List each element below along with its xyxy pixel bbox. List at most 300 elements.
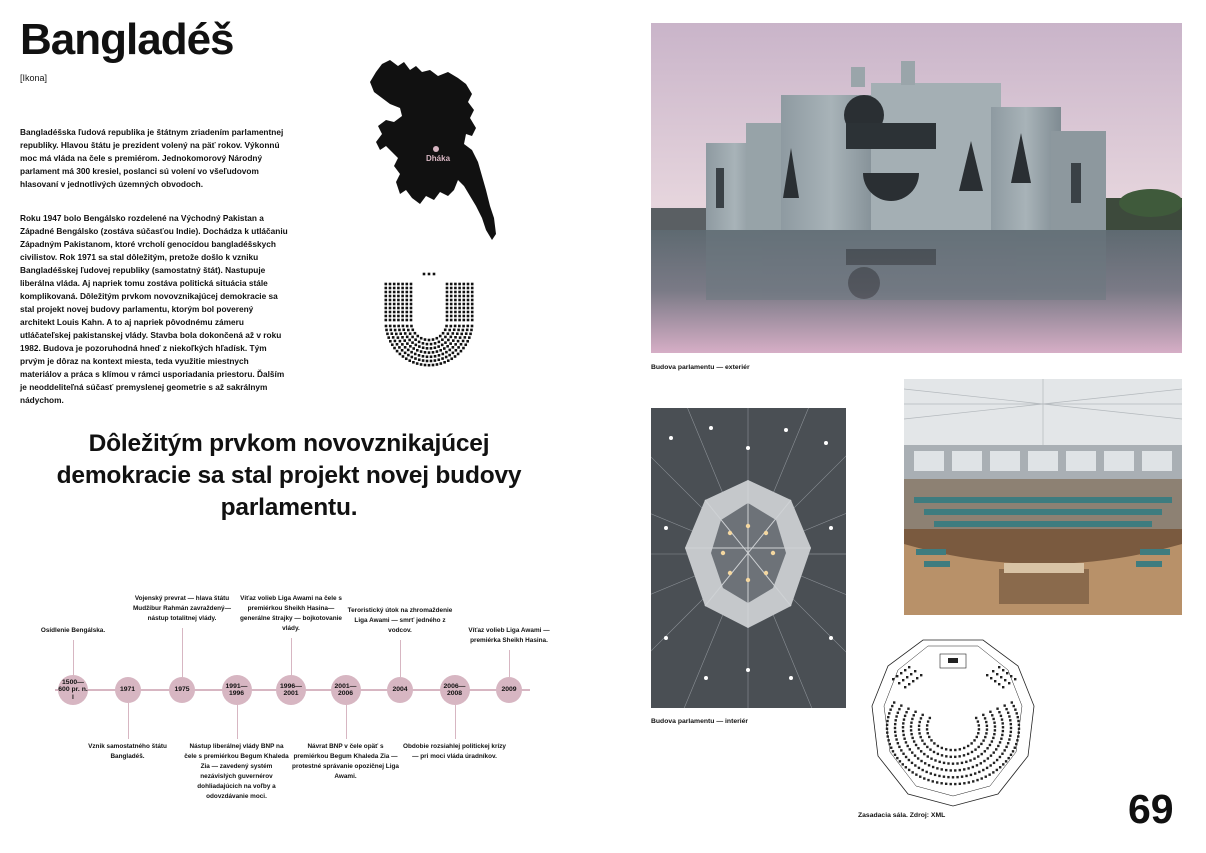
plan-seat: [954, 769, 956, 771]
seat-dot: [466, 325, 469, 328]
plan-seat: [923, 753, 925, 755]
seat-dot: [396, 350, 399, 353]
seat-dot: [389, 299, 392, 302]
seat-dot: [437, 358, 440, 361]
speaker-seat: [433, 273, 436, 276]
plan-seat: [887, 739, 889, 741]
plan-seat: [1003, 749, 1005, 751]
plan-seat: [1010, 754, 1012, 756]
seat-dot: [408, 359, 411, 362]
dhaka-marker: [433, 146, 439, 152]
seat-dot: [406, 287, 409, 290]
plan-seat: [896, 757, 898, 759]
plan-seat: [989, 764, 991, 766]
plan-seat: [929, 748, 931, 750]
plan-seat: [908, 683, 910, 685]
seat-dot: [450, 357, 453, 360]
seat-dot: [458, 315, 461, 318]
seat-dot: [462, 347, 465, 350]
seat-dot: [420, 363, 423, 366]
seat-dot: [464, 336, 467, 339]
timeline-event-text: Víťaz volieb Liga Awami na čele s premiérkou Sheikh Hasina— generálne štrajky — bojkotovanie vlády.: [240, 595, 342, 632]
seat-dot: [411, 341, 414, 344]
plan-seat: [936, 767, 938, 769]
plan-seat: [1005, 760, 1007, 762]
plan-seat: [927, 779, 929, 781]
plan-seat: [1009, 735, 1011, 737]
plan-seat: [972, 780, 974, 782]
seat-dot: [402, 355, 405, 358]
seat-dot: [428, 339, 431, 342]
seat-dot: [385, 319, 388, 322]
plan-seat: [986, 728, 988, 730]
seat-dot: [410, 307, 413, 310]
seat-dot: [450, 283, 453, 286]
seat-dot: [430, 355, 433, 358]
seat-dot: [393, 307, 396, 310]
seat-dot: [457, 353, 460, 356]
seat-dot: [458, 283, 461, 286]
seat-dot: [393, 287, 396, 290]
plan-seat: [907, 708, 909, 710]
seat-dot: [397, 295, 400, 298]
seat-dot: [412, 361, 415, 364]
plan-seat: [956, 762, 958, 764]
speaker-seat: [423, 273, 426, 276]
plan-seat: [933, 751, 935, 753]
plan-seat: [908, 666, 910, 668]
seat-dot: [471, 283, 474, 286]
plan-seat: [917, 747, 919, 749]
plan-seat: [906, 745, 908, 747]
plan-seat: [905, 766, 907, 768]
seat-dot: [426, 355, 429, 358]
plan-seat: [1007, 712, 1009, 714]
plan-seat: [1005, 746, 1007, 748]
plan-seat: [929, 717, 931, 719]
seat-dot: [439, 349, 442, 352]
plan-seat: [902, 679, 904, 681]
plan-seat: [982, 739, 984, 741]
seat-dot: [410, 299, 413, 302]
seat-dot: [385, 303, 388, 306]
seat-dot: [411, 336, 414, 339]
plan-seat: [967, 767, 969, 769]
plan-seat: [912, 680, 914, 682]
plan-seat: [1018, 728, 1020, 730]
plan-seat: [904, 686, 906, 688]
plan-seat: [985, 776, 987, 778]
plan-seat: [952, 776, 954, 778]
seat-dot: [418, 345, 421, 348]
seat-dot: [446, 303, 449, 306]
plan-seat: [941, 754, 943, 756]
plan-seat: [978, 728, 980, 730]
plan-seat: [1002, 726, 1004, 728]
seat-dot: [389, 283, 392, 286]
seat-dot: [385, 315, 388, 318]
plan-seat: [1014, 747, 1016, 749]
plan-seat: [1000, 676, 1002, 678]
plan-seat: [998, 666, 1000, 668]
plan-seat: [934, 759, 936, 761]
plan-seat: [963, 782, 965, 784]
plan-seat: [1011, 701, 1013, 703]
plan-seat: [987, 757, 989, 759]
plan-seat: [992, 670, 994, 672]
seat-dot: [401, 287, 404, 290]
seat-dot: [394, 340, 397, 343]
seat-dot: [467, 307, 470, 310]
seat-dot: [464, 343, 467, 346]
plan-seat: [895, 735, 897, 737]
seat-dot: [448, 329, 451, 332]
plan-seat: [889, 743, 891, 745]
seat-dot: [471, 295, 474, 298]
plan-seat: [978, 771, 980, 773]
plan-seat: [927, 732, 929, 734]
seat-dot: [454, 319, 457, 322]
seat-dot: [402, 328, 405, 331]
seat-dot: [446, 315, 449, 318]
seat-dot: [460, 343, 463, 346]
seat-dot: [463, 291, 466, 294]
plan-seat: [927, 720, 929, 722]
plan-seat: [996, 673, 998, 675]
plan-seat: [940, 782, 942, 784]
plan-seat: [892, 750, 894, 752]
plan-seat: [982, 714, 984, 716]
seat-dot: [401, 319, 404, 322]
seat-dot: [428, 351, 431, 354]
seat-dot: [454, 307, 457, 310]
seat-dot: [393, 347, 396, 350]
seat-dot: [450, 291, 453, 294]
plan-seat: [911, 762, 913, 764]
plan-seat: [913, 714, 915, 716]
plan-seat: [1002, 722, 1004, 724]
plan-seat: [938, 775, 940, 777]
seat-dot: [447, 359, 450, 362]
seat-dot: [454, 311, 457, 314]
timeline-connector: [182, 628, 183, 677]
plan-seat: [1018, 724, 1020, 726]
seat-dot: [450, 336, 453, 339]
seat-dot: [393, 311, 396, 314]
seat-dot: [463, 319, 466, 322]
plan-seat: [986, 767, 988, 769]
interior-caption: Budova parlamentu — interiér: [651, 718, 749, 725]
seat-dot: [471, 287, 474, 290]
seat-dot: [405, 357, 408, 360]
plan-seat: [910, 733, 912, 735]
seat-dot: [410, 351, 413, 354]
seat-dot: [393, 291, 396, 294]
seat-dot: [410, 303, 413, 306]
plan-seat: [1015, 743, 1017, 745]
plan-seat: [996, 769, 998, 771]
seat-dot: [385, 299, 388, 302]
plan-seat: [970, 742, 972, 744]
seat-dot: [385, 295, 388, 298]
seat-dot: [397, 315, 400, 318]
plan-seat: [904, 669, 906, 671]
plan-seat: [945, 783, 947, 785]
plan-seat: [910, 673, 912, 675]
plan-seat: [947, 776, 949, 778]
seat-dot: [458, 287, 461, 290]
plan-seat: [922, 714, 924, 716]
seat-dot: [389, 319, 392, 322]
seat-dot: [450, 303, 453, 306]
seat-dot: [422, 359, 425, 362]
plan-seat: [1010, 727, 1012, 729]
seat-dot: [406, 299, 409, 302]
seat-dot: [451, 332, 454, 335]
seat-dot: [410, 287, 413, 290]
seat-dot: [446, 291, 449, 294]
seat-dot: [385, 287, 388, 290]
seat-dot: [440, 362, 443, 365]
seat-dot: [406, 342, 409, 345]
seat-dot: [432, 351, 435, 354]
seat-dot: [471, 299, 474, 302]
plan-seat: [904, 715, 906, 717]
chamber-floor-plan: [868, 636, 1038, 808]
seat-dot: [407, 349, 410, 352]
seat-dot: [458, 325, 461, 328]
seat-dot: [441, 357, 444, 360]
seat-dot: [452, 339, 455, 342]
plan-seat: [902, 726, 904, 728]
plan-seat: [900, 672, 902, 674]
timeline-connector: [455, 703, 456, 739]
plan-seat: [985, 721, 987, 723]
plan-seat: [900, 704, 902, 706]
plan-seat: [911, 718, 913, 720]
seat-dot: [389, 315, 392, 318]
seat-dot: [406, 295, 409, 298]
seat-dot: [467, 287, 470, 290]
timeline-event-text: Návrat BNP v čele opäť s premiérkou Begum Khaleda Zia — protestné správanie opozičnej Liga Awami.: [292, 743, 399, 780]
plan-seat: [932, 766, 934, 768]
seat-dot: [468, 336, 471, 339]
plan-seat: [888, 712, 890, 714]
timeline-connector: [291, 638, 292, 677]
seat-dot: [426, 360, 429, 363]
plan-seat: [952, 763, 954, 765]
seat-dot: [430, 343, 433, 346]
timeline-connector: [346, 703, 347, 739]
seat-dot: [463, 283, 466, 286]
timeline-event-text: Víťaz volieb Liga Awami — premiérka Sheikh Hasina.: [468, 627, 550, 644]
plan-seat: [921, 769, 923, 771]
seat-dot: [470, 329, 473, 332]
plan-seat: [919, 776, 921, 778]
plan-seat: [996, 759, 998, 761]
seat-dot: [406, 311, 409, 314]
plan-seat: [902, 734, 904, 736]
seat-dot: [410, 283, 413, 286]
page-subtitle: [Ikona]: [20, 73, 48, 83]
plan-seat: [903, 738, 905, 740]
seat-dot: [397, 287, 400, 290]
seat-dot: [467, 311, 470, 314]
seat-dot: [454, 287, 457, 290]
seat-dot: [404, 346, 407, 349]
seat-dot: [414, 338, 417, 341]
plan-seat: [920, 760, 922, 762]
plan-seat: [993, 722, 995, 724]
plan-seat: [913, 740, 915, 742]
seat-dot: [409, 332, 412, 335]
seat-dot: [424, 338, 427, 341]
seat-dot: [441, 353, 444, 356]
timeline-connector: [73, 640, 74, 677]
seat-dot: [458, 311, 461, 314]
seat-dot: [465, 332, 468, 335]
seat-dot: [426, 347, 429, 350]
seat-dot: [418, 341, 421, 344]
plan-seat: [886, 724, 888, 726]
plan-seat: [991, 714, 993, 716]
seat-dot: [420, 337, 423, 340]
plan-seat: [992, 737, 994, 739]
plan-seat: [959, 769, 961, 771]
seat-dot: [407, 354, 410, 357]
seat-dot: [407, 329, 410, 332]
plan-seat: [1002, 669, 1004, 671]
plan-seat: [993, 751, 995, 753]
plan-seat: [915, 744, 917, 746]
parliament-chamber-photo: [904, 379, 1182, 615]
plan-seat: [992, 718, 994, 720]
plan-seat: [886, 728, 888, 730]
seat-dot: [471, 319, 474, 322]
seat-dot: [401, 295, 404, 298]
seat-dot: [410, 311, 413, 314]
seat-dot: [454, 325, 457, 328]
seat-dot: [450, 315, 453, 318]
plan-seat: [1008, 682, 1010, 684]
seat-dot: [411, 329, 414, 332]
plan-seat: [906, 676, 908, 678]
seat-dot: [454, 283, 457, 286]
plan-seat: [950, 783, 952, 785]
page-number: 69: [1128, 786, 1174, 832]
seat-dot: [406, 315, 409, 318]
plan-seat: [1012, 750, 1014, 752]
plan-seat: [992, 771, 994, 773]
seat-dot: [416, 349, 419, 352]
plan-seat: [934, 774, 936, 776]
plan-seat: [999, 766, 1001, 768]
plan-seat: [1001, 734, 1003, 736]
seat-dot: [463, 299, 466, 302]
plan-seat: [908, 759, 910, 761]
seat-dot: [463, 311, 466, 314]
seat-dot: [385, 329, 388, 332]
seat-dot: [447, 339, 450, 342]
plan-seat: [1006, 672, 1008, 674]
plan-seat: [1016, 739, 1018, 741]
seat-dot: [454, 355, 457, 358]
seat-dot: [414, 353, 417, 356]
seat-dot: [446, 307, 449, 310]
plan-seat: [993, 762, 995, 764]
seat-dot: [467, 315, 470, 318]
plan-seat: [911, 737, 913, 739]
plan-seat: [950, 769, 952, 771]
seat-dot: [438, 341, 441, 344]
seat-dot: [441, 344, 444, 347]
plan-seat: [984, 750, 986, 752]
seat-dot: [442, 332, 445, 335]
plan-seat: [918, 732, 920, 734]
plan-seat: [928, 764, 930, 766]
timeline-connector: [400, 640, 401, 677]
plan-seat: [910, 729, 912, 731]
seat-dot: [389, 329, 392, 332]
plan-seat: [969, 759, 971, 761]
seat-dot: [446, 319, 449, 322]
timeline-event-text: Osídlenie Bengálska.: [40, 627, 106, 634]
seat-dot: [471, 325, 474, 328]
seat-dot: [389, 325, 392, 328]
seat-dot: [463, 315, 466, 318]
seat-dot: [450, 287, 453, 290]
seat-dot: [458, 307, 461, 310]
seat-dot: [406, 319, 409, 322]
plan-seat: [961, 775, 963, 777]
seat-dot: [454, 295, 457, 298]
seat-dot: [458, 303, 461, 306]
plan-seat: [989, 744, 991, 746]
plan-seat: [941, 768, 943, 770]
seat-dot: [467, 299, 470, 302]
plan-seat: [902, 763, 904, 765]
seat-dot: [401, 303, 404, 306]
plan-seat: [1010, 723, 1012, 725]
seat-dot: [397, 307, 400, 310]
seat-dot: [396, 343, 399, 346]
seat-dot: [406, 307, 409, 310]
seat-dot: [389, 303, 392, 306]
seat-dot: [403, 339, 406, 342]
plan-seat: [978, 724, 980, 726]
plan-seat: [990, 754, 992, 756]
seat-dot: [409, 345, 412, 348]
plan-seat: [926, 728, 928, 730]
seat-dot: [460, 333, 463, 336]
seat-dot: [446, 311, 449, 314]
seat-dot: [467, 303, 470, 306]
plan-seat: [1004, 679, 1006, 681]
seat-dot: [401, 307, 404, 310]
plan-seat: [1017, 716, 1019, 718]
plan-seat: [999, 756, 1001, 758]
plan-seat: [954, 749, 956, 751]
seat-dot: [393, 325, 396, 328]
seat-dot: [398, 329, 401, 332]
seat-dot: [436, 363, 439, 366]
plan-seat: [917, 757, 919, 759]
plan-seat: [980, 762, 982, 764]
timeline-node: 2001—2006: [331, 675, 361, 705]
seat-dot: [385, 325, 388, 328]
plan-seat: [959, 748, 961, 750]
seat-dot: [393, 315, 396, 318]
